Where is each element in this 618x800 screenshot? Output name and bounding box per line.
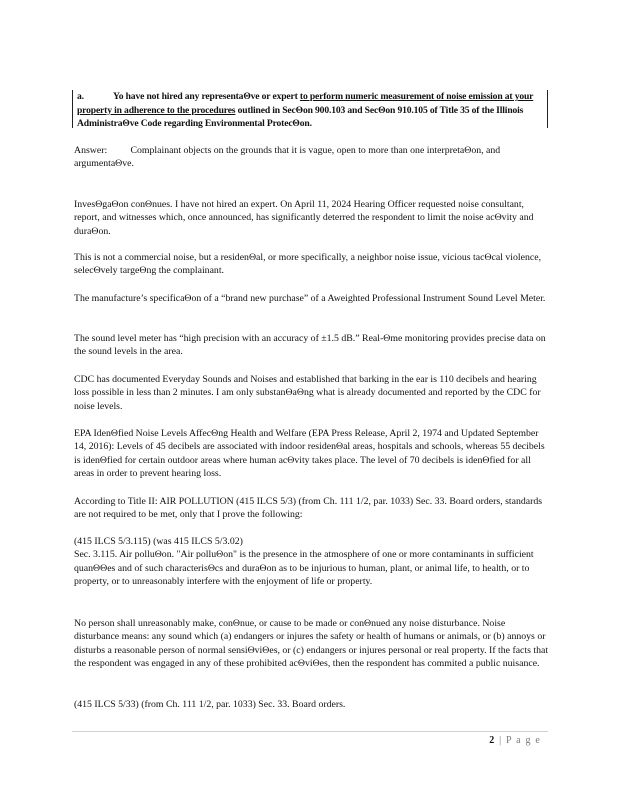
footer-separator: | — [499, 735, 503, 746]
page-number: 2 — [489, 735, 496, 746]
paragraph-air-pollution: (415 ILCS 5/3.115) (was 415 ILCS 5/3.02) Sec. 3.115. Air polluΘon. "Air polluΘon" is the presence in the atmosphere of one or more contaminants in sufficient quanΘΘes and of such characterisΘcs and duraΘon as to be injurious to human, plant, or animal life, to health, or to property, or to unreasonably interfere with the enjoyment of life or property. — [74, 536, 534, 588]
answer-label: Answer: — [74, 145, 108, 156]
paragraph-investigation: InvesΘgaΘon conΘnues. I have not hired an expert. On April 11, 2024 Hearing Officer requested noise consultant, report, and witnesses which, once announced, has significantly deterred the respondent to limit the noise acΘvity and duraΘon. — [74, 199, 534, 237]
paragraph-cdc: CDC has documented Everyday Sounds and Noises and established that barking in the ear is 110 decibels and hearing loss possible in less than 2 minutes. I am only substanΘaΘng what is already documented and reported by the CDC for noise levels. — [74, 374, 541, 412]
paragraph-epa: EPA IdenΘfied Noise Levels AffecΘng Health and Welfare (EPA Press Release, April 2, 1974 and Updated September 14, 2016): Levels of 45 decibels are associated with indoor residenΘal areas, hospitals and schools, whereas 55 decibels is idenΘfied for certain outdoor areas where human acΘvity takes place. The level of 70 decibels is idenΘfied for all areas in order to prevent hearing loss. — [74, 428, 545, 480]
page-footer — [489, 735, 541, 746]
question-text-part1: Yo have not hired any representaΘve or expert — [113, 91, 298, 102]
question-text-part3: outlined in SecΘon 900.103 and SecΘon 910.105 of Title 35 of the Illinois AdministraΘve Code regarding Environmental ProtecΘon — [77, 104, 524, 129]
paragraph-sound-meter: The sound level meter has “high precision with an accuracy of ±1.5 dB.” Real-Θme monitoring provides precise data on the sound levels in the area. — [74, 333, 546, 358]
paragraph-specification: The manufacture’s specificaΘon of a “brand new purchase” of a Aweighted Professional Instrument Sound Level Meter. — [74, 293, 546, 304]
paragraph-title-ii: According to Title II: AIR POLLUTION (415 ILCS 5/3) (from Ch. 111 1/2, par. 1033) Sec. 33. Board orders, standards are not required to be met, only that I prove the following: — [74, 496, 543, 521]
question-end: . — [309, 118, 312, 129]
interrogatory-question — [72, 90, 548, 128]
answer-text: Complainant objects on the grounds that it is vague, open to more than one interpretaΘon, and argumentaΘve. — [74, 145, 501, 170]
question-text-part2: to perform numeric measurement of noise emission at your property in adherence to the procedures — [77, 91, 534, 116]
paragraph-citation: (415 ILCS 5/33) (from Ch. 111 1/2, par. 1033) Sec. 33. Board orders. — [74, 699, 346, 710]
question-number: a. — [77, 91, 84, 102]
answer-paragraph — [74, 144, 550, 171]
footer-divider — [72, 731, 548, 732]
page-label: P a g e — [506, 735, 541, 746]
paragraph-noise-disturbance: No person shall unreasonably make, conΘnue, or cause to be made or conΘnued any noise disturbance. Noise disturbance means: any sound which (a) endangers or injures the safety or health of humans or animals, or (b) annoys or disturbs a reasonable person of normal sensiΘviΘes, or (c) endangers or injures personal or real property. If the facts that the respondent was engaged in any of these prohibited acΘviΘes, then the respondent has commited a public nuisance. — [74, 618, 549, 670]
paragraph-residential-noise: This is not a commercial noise, but a residenΘal, or more specifically, a neighbor noise issue, vicious tacΘcal violence, selecΘvely targeΘng the complainant. — [74, 252, 542, 277]
